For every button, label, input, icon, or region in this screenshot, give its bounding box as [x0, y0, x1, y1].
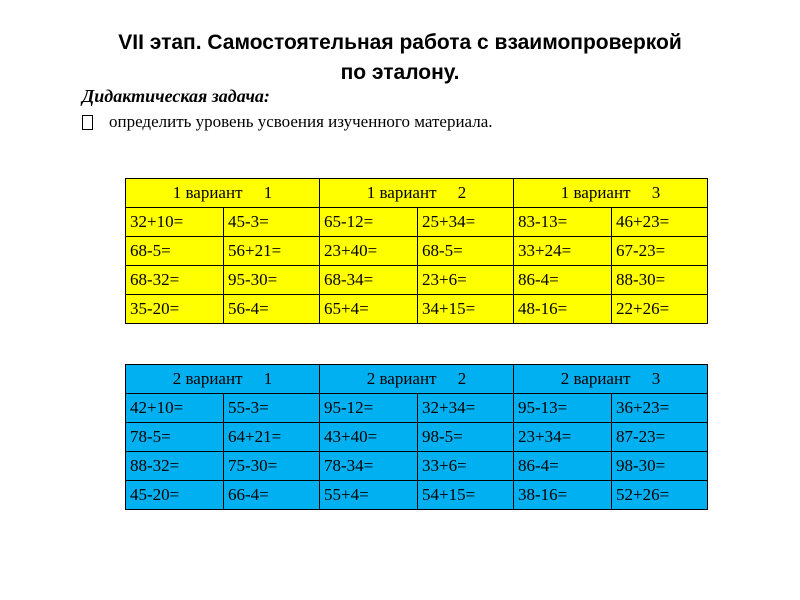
expression-cell: 65-12=: [320, 208, 418, 237]
expression-cell: 48-16=: [514, 295, 612, 324]
expression-cell: 33+24=: [514, 237, 612, 266]
title-line-1: VII этап. Самостоятельная работа с взаимопроверкой: [118, 31, 682, 54]
expression-cell: 54+15=: [418, 481, 514, 510]
task-item-text: определить уровень усвоения изученного материала.: [109, 112, 493, 131]
table-row: [126, 295, 708, 324]
expression-cell: 33+6=: [418, 452, 514, 481]
expression-cell: 95-13=: [514, 394, 612, 423]
task-label: Дидактическая задача:: [82, 86, 270, 106]
expression-cell: 45-20=: [126, 481, 224, 510]
expression-cell: 98-5=: [418, 423, 514, 452]
expression-cell: 38-16=: [514, 481, 612, 510]
expression-cell: 66-4=: [224, 481, 320, 510]
expression-cell: 25+34=: [418, 208, 514, 237]
expression-cell: 95-30=: [224, 266, 320, 295]
expression-cell: 68-34=: [320, 266, 418, 295]
variant-2-table: [125, 364, 708, 510]
expression-cell: 43+40=: [320, 423, 418, 452]
expression-cell: 68-5=: [418, 237, 514, 266]
expression-cell: 36+23=: [612, 394, 708, 423]
table-row: [126, 423, 708, 452]
expression-cell: 95-12=: [320, 394, 418, 423]
title-line-2: по эталону.: [340, 61, 460, 84]
variant-header: 2 вариант 2: [320, 365, 514, 394]
table-header-row: [126, 179, 708, 208]
expression-cell: 32+10=: [126, 208, 224, 237]
table-row: [126, 481, 708, 510]
expression-cell: 23+40=: [320, 237, 418, 266]
table-row: [126, 237, 708, 266]
expression-cell: 55-3=: [224, 394, 320, 423]
expression-cell: 32+34=: [418, 394, 514, 423]
expression-cell: 23+6=: [418, 266, 514, 295]
expression-cell: 83-13=: [514, 208, 612, 237]
expression-cell: 46+23=: [612, 208, 708, 237]
expression-cell: 23+34=: [514, 423, 612, 452]
expression-cell: 68-5=: [126, 237, 224, 266]
expression-cell: 52+26=: [612, 481, 708, 510]
expression-cell: 56-4=: [224, 295, 320, 324]
expression-cell: 86-4=: [514, 452, 612, 481]
expression-cell: 45-3=: [224, 208, 320, 237]
slide-title: [0, 28, 800, 88]
expression-cell: 98-30=: [612, 452, 708, 481]
bullet-box-icon: [82, 115, 93, 130]
variant-header: 2 вариант 3: [514, 365, 708, 394]
table-row: [126, 452, 708, 481]
expression-cell: 55+4=: [320, 481, 418, 510]
expression-cell: 75-30=: [224, 452, 320, 481]
expression-cell: 34+15=: [418, 295, 514, 324]
table-header-row: [126, 365, 708, 394]
table-row: [126, 208, 708, 237]
variant-1-table: [125, 178, 708, 324]
variant-header: 1 вариант 3: [514, 179, 708, 208]
variant-header: 1 вариант 2: [320, 179, 514, 208]
expression-cell: 88-32=: [126, 452, 224, 481]
table-row: [126, 394, 708, 423]
task-bullet-item: [82, 112, 493, 132]
table-row: [126, 266, 708, 295]
variant-header: 1 вариант 1: [126, 179, 320, 208]
expression-cell: 67-23=: [612, 237, 708, 266]
expression-cell: 65+4=: [320, 295, 418, 324]
expression-cell: 56+21=: [224, 237, 320, 266]
expression-cell: 78-5=: [126, 423, 224, 452]
expression-cell: 64+21=: [224, 423, 320, 452]
expression-cell: 22+26=: [612, 295, 708, 324]
expression-cell: 68-32=: [126, 266, 224, 295]
expression-cell: 88-30=: [612, 266, 708, 295]
variant-header: 2 вариант 1: [126, 365, 320, 394]
expression-cell: 35-20=: [126, 295, 224, 324]
expression-cell: 42+10=: [126, 394, 224, 423]
expression-cell: 78-34=: [320, 452, 418, 481]
expression-cell: 87-23=: [612, 423, 708, 452]
expression-cell: 86-4=: [514, 266, 612, 295]
